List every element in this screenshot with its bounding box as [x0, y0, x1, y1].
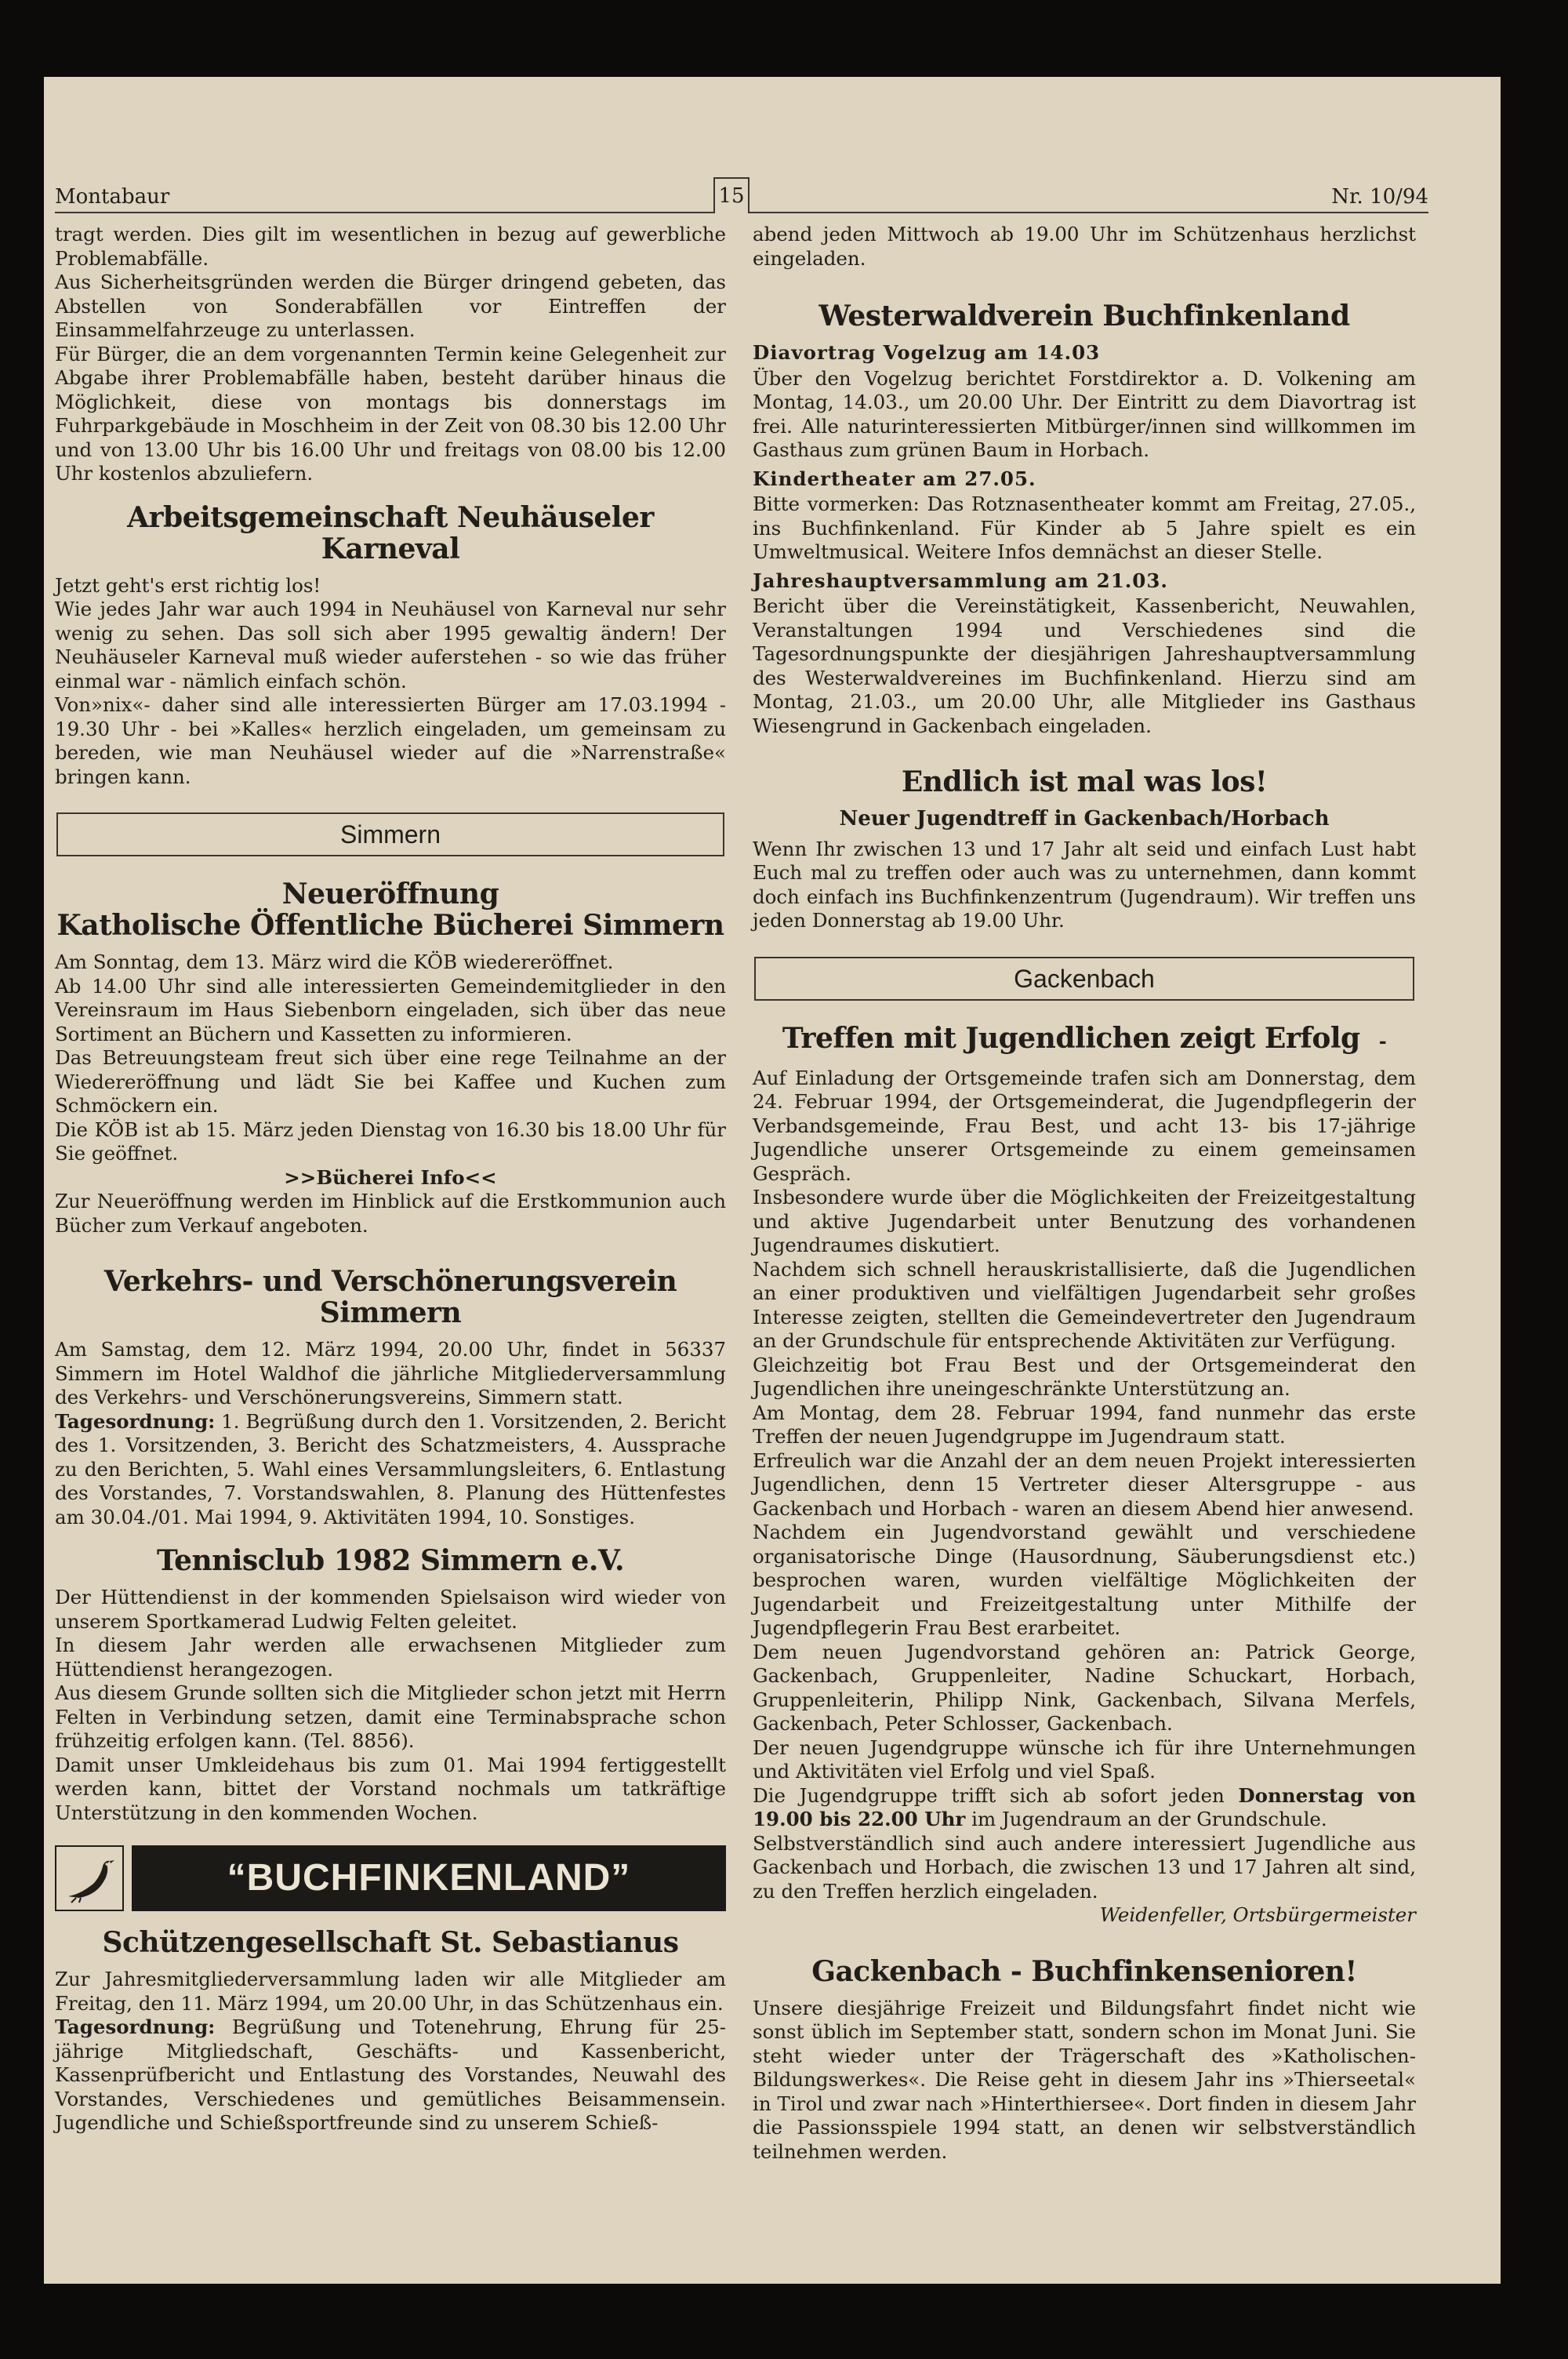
- buecherei-heading-line2: Katholische Öffentliche Bücherei Simmern: [56, 909, 724, 942]
- issue-number: Nr. 10/94: [1331, 185, 1428, 209]
- header-town: Montabaur: [55, 185, 170, 209]
- schuetzen-heading: Schützengesellschaft St. Sebastianus: [102, 1926, 679, 1959]
- verkehr-paragraph: Am Samstag, dem 12. März 1994, 20.00 Uhr, findet in 56337 Simmern im Hotel Waldhof die jährliche Mitgliederversammlung des Verkehrs- und Verschönerungsvereins, Simmern statt.: [55, 1338, 726, 1408]
- verkehr-heading-line2: Simmern: [319, 1296, 462, 1329]
- treffen-paragraph: Auf Einladung der Ortsgemeinde trafen sich am Donnerstag, dem 24. Februar 1994, der Ortsgemeinderat, die Jugendpflegerin der Verbandsgemeinde, Frau Best, und acht 13- bis 17-jährige Jugendliche unserer Ortsgemeinde zu einem gemeinsamen Gespräch.: [753, 1066, 1416, 1185]
- treffen-paragraph: Der neuen Jugendgruppe wünsche ich für ihre Unternehmungen und Aktivitäten viel Erfolg und viel Spaß.: [753, 1736, 1416, 1783]
- westerwald-subheading: Diavortrag Vogelzug am 14.03: [753, 341, 1101, 364]
- buecherei-paragraph: Die KÖB ist ab 15. März jeden Dienstag von 16.30 bis 18.00 Uhr für Sie geöffnet.: [55, 1118, 726, 1165]
- treffen-paragraph: Am Montag, dem 28. Februar 1994, fand nunmehr das erste Treffen der neuen Jugendgruppe im Jugendraum statt.: [753, 1401, 1416, 1448]
- continued-paragraph: abend jeden Mittwoch ab 19.00 Uhr im Schützenhaus herzlichst eingeladen.: [753, 223, 1416, 270]
- tennis-paragraph: Der Hüttendienst in der kommenden Spielsaison wird wieder von unserem Sportkamerad Ludwig Felten geleitet.: [55, 1586, 726, 1633]
- tennis-paragraph: In diesem Jahr werden alle erwachsenen Mitglieder zum Hüttendienst herangezogen.: [55, 1634, 726, 1681]
- buecherei-heading-line1: Neueröffnung: [281, 878, 499, 911]
- westerwald-heading: Westerwaldverein Buchfinkenland: [818, 300, 1350, 333]
- westerwald-paragraph: Bitte vormerken: Das Rotznasentheater kommt am Freitag, 27.05., ins Buchfinkenland. Für Kinder ab 5 Jahre spielt es ein Umweltmusical. Weitere Infos demnächst an dieser Stelle.: [753, 493, 1416, 563]
- westerwald-paragraph: Bericht über die Vereinstätigkeit, Kassenbericht, Neuwahlen, Veranstaltungen 1994 und Verschiedenes sind die Tagesordnungspunkte der diesjährigen Jahreshauptversammlung des Westerwaldvereines im Buchfinkenland. Hierzu sind am Montag, 21.03., um 20.00 Uhr, alle Mitglieder ins Gasthaus Wiesengrund in Gackenbach eingeladen.: [753, 594, 1416, 737]
- verkehr-heading-line1: Verkehrs- und Verschönerungsverein: [103, 1265, 677, 1298]
- westerwald-subheading: Kindertheater am 27.05.: [753, 467, 1036, 490]
- buecherei-info-heading: >>Bücherei Info<<: [284, 1165, 497, 1189]
- intro-paragraph: Für Bürger, die an dem vorgenannten Termin keine Gelegenheit zur Abgabe ihrer Problemabfälle haben, besteht darüber hinaus die Möglichkeit, diese von montags bis donnerstags im Fuhrparkgebäude in Moschheim in der Zeit von 08.30 bis 12.00 Uhr und von 13.00 Uhr bis 16.00 Uhr und freitags von 08.00 bis 12.00 Uhr kostenlos abzuliefern.: [55, 342, 726, 485]
- meeting-post: im Jugendraum an der Grundschule.: [965, 1808, 1327, 1830]
- tennis-heading: Tennisclub 1982 Simmern e.V.: [156, 1544, 625, 1577]
- tennis-paragraph: Damit unser Umkleidehaus bis zum 01. Mai 1994 fertiggestellt werden kann, bittet der Vorstand nochmals um tatkräftige Unterstützung in den kommenden Wochen.: [55, 1753, 726, 1824]
- treffen-paragraph: Nachdem sich schnell herauskristallisierte, daß die Jugendlichen an einer produktiven und vielfältigen Jugendarbeit sehr großes Interesse zeigten, stellten die Gemeindevertreter den Jugendraum an der Grundschule für entsprechende Aktivitäten zur Verfügung.: [753, 1257, 1416, 1352]
- page-header: [55, 176, 1428, 213]
- treffen-heading: [753, 1023, 1416, 1057]
- karneval-paragraph: Wie jedes Jahr war auch 1994 in Neuhäusel von Karneval nur sehr wenig zu sehen. Das soll sich aber 1995 gewaltig ändern! Der Neuhäuseler Karneval muß wieder auferstehen - so wie das früher einmal war - nämlich einfach schön.: [55, 598, 726, 692]
- section-box-simmern: Simmern: [56, 812, 724, 856]
- endlich-heading: Endlich ist mal was los!: [901, 765, 1268, 798]
- bird-logo-icon: [55, 1845, 124, 1911]
- buecherei-info-text: Zur Neueröffnung werden im Hinblick auf die Erstkommunion auch Bücher zum Verkauf angeboten.: [55, 1190, 726, 1237]
- meeting-pre: Die Jugendgruppe trifft sich ab sofort jeden: [753, 1783, 1239, 1807]
- schuetzen-paragraph: Zur Jahresmitgliederversammlung laden wir alle Mitglieder am Freitag, den 11. März 1994, um 20.00 Uhr, in das Schützenhaus ein.: [55, 1968, 726, 2015]
- westerwald-paragraph: Über den Vogelzug berichtet Forstdirektor a. D. Volkening am Montag, 14.03., um 20.00 Uhr. Der Eintritt zu dem Diavortrag ist frei. Alle naturinteressierten Mitbürger/innen sind willkommen im Gasthaus zum grünen Baum in Horbach.: [753, 366, 1416, 461]
- verkehr-agenda: [55, 1410, 726, 1530]
- agenda-label: Tagesordnung:: [55, 1409, 216, 1433]
- treffen-meeting-time: [753, 1784, 1416, 1832]
- page-number: 15: [713, 177, 750, 213]
- westerwald-subheading: Jahreshauptversammlung am 21.03.: [753, 569, 1168, 592]
- tennis-paragraph: Aus diesem Grunde sollten sich die Mitglieder schon jetzt mit Herrn Felten in Verbindung setzen, damit eine Terminabsprache schon frühzeitig erfolgen kann. (Tel. 8856).: [55, 1681, 726, 1752]
- agenda-text: Begrüßung und Totenehrung, Ehrung für 25-jährige Mitgliedschaft, Geschäfts- und Kassenbericht, Kassenprüfbericht und Entlastung des Vorstandes, Neuwahl des Vorstandes, Verschiedenes und gemütliches Beisammensein. Jugendliche und Schießsportfreunde sind zu unserem Schieß-: [55, 2016, 726, 2134]
- karneval-paragraph: Von»nix«- daher sind alle interessierten Bürger am 17.03.1994 - 19.30 Uhr - bei »Kalles« herzlich eingeladen, um gemeinsam zu bereden, wie man Neuhäusel wieder auf die »Narrenstraße« bringen kann.: [55, 693, 726, 788]
- treffen-paragraph: Selbstverständlich sind auch andere interessiert Jugendliche aus Gackenbach und Horbach, die zwischen 13 und 17 Jahren alt sind, zu den Treffen herzlich eingeladen.: [753, 1831, 1416, 1903]
- treffen-heading-text: Treffen mit Jugendlichen zeigt Erfolg: [782, 1021, 1360, 1055]
- karneval-heading: Arbeitsgemeinschaft Neuhäuseler Karneval: [127, 500, 654, 565]
- intro-paragraph: Aus Sicherheitsgründen werden die Bürger dringend gebeten, das Abstellen von Sonderabfällen vor Eintreffen der Einsammelfahrzeuge zu unterlassen.: [55, 271, 726, 341]
- buecherei-paragraph: Das Betreuungsteam freut sich über eine rege Teilnahme an der Wiedereröffnung und lädt Sie bei Kaffee und Kuchen zum Schmöckern ein.: [55, 1046, 726, 1117]
- senioren-paragraph: Unsere diesjährige Freizeit und Bildungsfahrt findet nicht wie sonst üblich im September statt, sondern schon im Monat Juni. Sie steht wieder unter der Trägerschaft des »Katholischen-Bildungswerkes«. Die Reise geht in diesem Jahr ins »Thierseetal« in Tirol und zwar nach »Hinterthiersee«. Dort finden in diesem Jahr die Passionsspiele 1994 statt, an denen wir selbstverständlich teilnehmen werden.: [753, 1996, 1416, 2163]
- treffen-paragraph: Gleichzeitig bot Frau Best und der Ortsgemeinderat den Jugendlichen ihre uneingeschränkte Unterstützung an.: [753, 1353, 1416, 1400]
- agenda-label: Tagesordnung:: [55, 2016, 216, 2038]
- endlich-subheading: Neuer Jugendtreff in Gackenbach/Horbach: [839, 807, 1330, 831]
- section-box-gackenbach: Gackenbach: [754, 957, 1414, 1001]
- treffen-heading-mark: -: [1378, 1029, 1387, 1052]
- senioren-heading: Gackenbach - Buchfinkensenioren!: [811, 1954, 1357, 1988]
- treffen-paragraph: Nachdem ein Jugendvorstand gewählt und verschiedene organisatorische Dinge (Hausordnung, Säuberungsdienst etc.) besprochen waren, wurden vielfältige Möglichkeiten der Jugendarbeit und Freizeitgestaltung unter Mithilfe der Jugendpflegerin Frau Best erarbeitet.: [753, 1521, 1416, 1639]
- endlich-paragraph: Wenn Ihr zwischen 13 und 17 Jahr alt seid und einfach Lust habt Euch mal zu treffen oder auch was zu unternehmen, dann kommt doch einfach ins Buchfinkenzentrum (Jugendraum). Wir treffen uns jeden Donnerstag ab 19.00 Uhr.: [753, 837, 1416, 932]
- karneval-paragraph: Jetzt geht's erst richtig los!: [55, 573, 321, 597]
- intro-paragraph: tragt werden. Dies gilt im wesentlichen in bezug auf gewerbliche Problemabfälle.: [55, 223, 726, 270]
- left-column: [55, 223, 726, 2135]
- schuetzen-agenda: [55, 2016, 726, 2135]
- meeting-time: Donnerstag von 19.00 bis 22.00 Uhr: [753, 1783, 1416, 1830]
- treffen-paragraph: Erfreulich war die Anzahl der an dem neuen Projekt interessierten Jugendlichen, denn 15 Vertreter dieser Altersgruppe - aus Gackenbach und Horbach - waren an diesem Abend hier anwesend.: [753, 1448, 1416, 1520]
- buecherei-paragraph: Am Sonntag, dem 13. März wird die KÖB wiedereröffnet.: [55, 951, 614, 973]
- banner-title: “BUCHFINKENLAND”: [132, 1845, 726, 1911]
- buchfinkenland-banner: [55, 1845, 726, 1911]
- treffen-paragraph: Insbesondere wurde über die Möglichkeiten der Freizeitgestaltung und aktive Jugendarbeit unter Benutzung des vorhandenen Jugendraumes diskutiert.: [753, 1186, 1416, 1256]
- right-column: [753, 223, 1416, 2164]
- buecherei-paragraph: Ab 14.00 Uhr sind alle interessierten Gemeindemitglieder in den Vereinsraum im Haus Siebenborn eingeladen, sich über das neue Sortiment an Büchern und Kassetten zu informieren.: [55, 974, 726, 1045]
- agenda-text: 1. Begrüßung durch den 1. Vorsitzenden, 2. Bericht des 1. Vorsitzenden, 3. Bericht des Schatzmeisters, 4. Aussprache zu den Berichten, 5. Wahl eines Versammlungsleiters, 6. Entlastung des Vorstandes, 7. Vorstandswahlen, 8. Planung des Hüttenfestes am 30.04./01. Mai 1994, 9. Aktivitäten 1994, 10. Sonstiges.: [55, 1409, 726, 1528]
- signature: Weidenfeller, Ortsbürgermeister: [1099, 1903, 1416, 1926]
- treffen-paragraph: Dem neuen Jugendvorstand gehören an: Patrick George, Gackenbach, Gruppenleiter, Nadine Schuckart, Horbach, Gruppenleiterin, Philipp Nink, Gackenbach, Silvana Merfels, Gackenbach, Peter Schlosser, Gackenbach.: [753, 1640, 1416, 1735]
